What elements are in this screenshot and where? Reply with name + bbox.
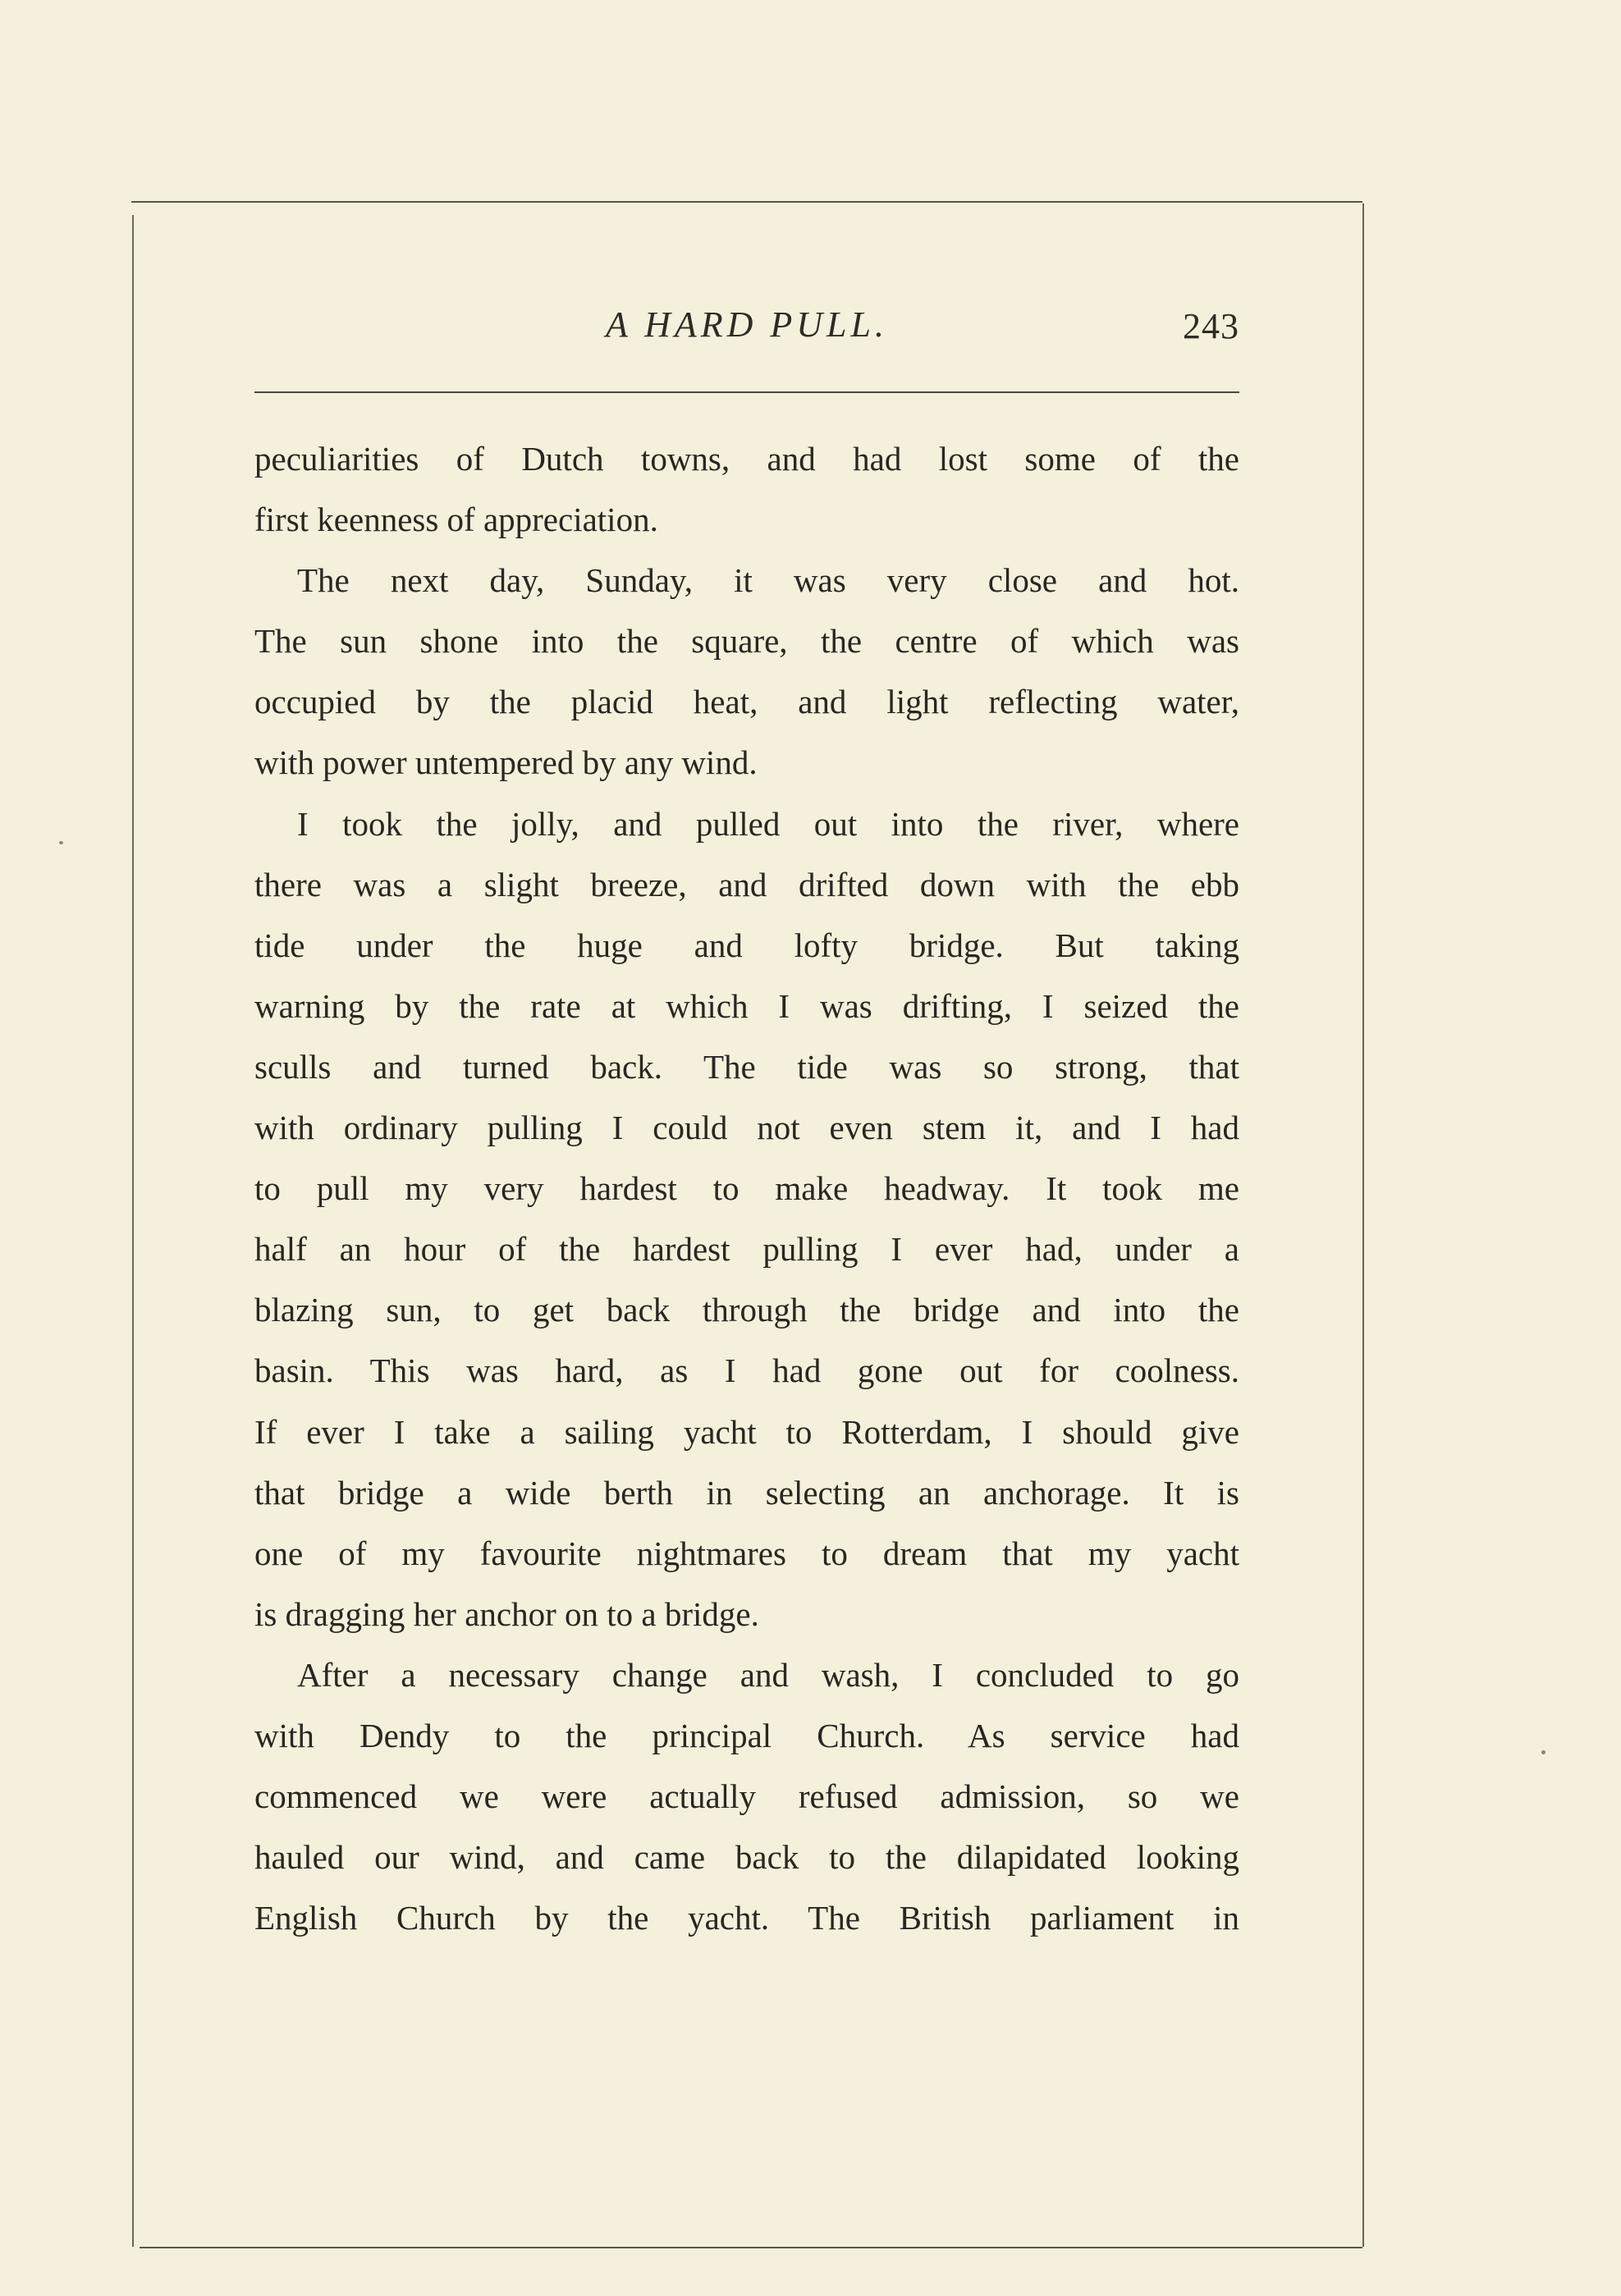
text-line: hauled our wind, and came back to the dilapidated looking [254,1838,1239,1877]
text-line: tide under the huge and lofty bridge. But taking [254,926,1239,964]
text-line: to pull my very hardest to make headway. It took me [254,1169,1239,1208]
text-line: half an hour of the hardest pulling I ever had, under a [254,1230,1239,1269]
text-line: sculls and turned back. The tide was so strong, that [254,1047,1239,1086]
running-title: A HARD PULL. [606,304,888,345]
page-frame-top-rule [131,201,1362,203]
text-line: peculiarities of Dutch towns, and had lost some of the [254,440,1239,478]
text-line: After a necessary change and wash, I concluded to go [297,1655,1239,1694]
page-frame-right-rule [1362,204,1364,2247]
text-line: with ordinary pulling I could not even stem it, and I had [254,1109,1239,1147]
page-number: 243 [1183,306,1239,346]
text-line: blazing sun, to get back through the bridge and into the [254,1291,1239,1329]
paper-fleck [59,841,63,844]
body-text [254,428,1239,1948]
text-line: The next day, Sunday, it was very close and hot. [297,561,1239,600]
text-line: first keenness of appreciation. [254,501,658,539]
text-line: is dragging her anchor on to a bridge. [254,1594,759,1633]
text-line: basin. This was hard, as I had gone out for coolness. [254,1352,1239,1390]
text-line: with power untempered by any wind. [254,743,758,782]
text-line: with Dendy to the principal Church. As service had [254,1716,1239,1754]
text-line: If ever I take a sailing yacht to Rotterdam, I should give [254,1412,1239,1451]
text-line: occupied by the placid heat, and light reflecting water, [254,683,1239,721]
header-rule [254,391,1239,393]
page-frame-left-rule [132,215,134,2247]
page-frame-bottom-rule [140,2247,1362,2248]
text-line: commenced we were actually refused admission, so we [254,1777,1239,1816]
text-line: I took the jolly, and pulled out into the river, where [297,804,1239,843]
text-line: one of my favourite nightmares to dream that my yacht [254,1534,1239,1572]
text-line: there was a slight breeze, and drifted down with the ebb [254,865,1239,903]
paper-fleck [1541,1750,1545,1754]
text-line: that bridge a wide berth in selecting an anchorage. It is [254,1473,1239,1512]
text-line: English Church by the yacht. The British parliament in [254,1899,1239,1937]
text-line: The sun shone into the square, the centre of which was [254,622,1239,661]
text-line: warning by the rate at which I was drifting, I seized the [254,986,1239,1025]
running-header [254,304,1239,369]
